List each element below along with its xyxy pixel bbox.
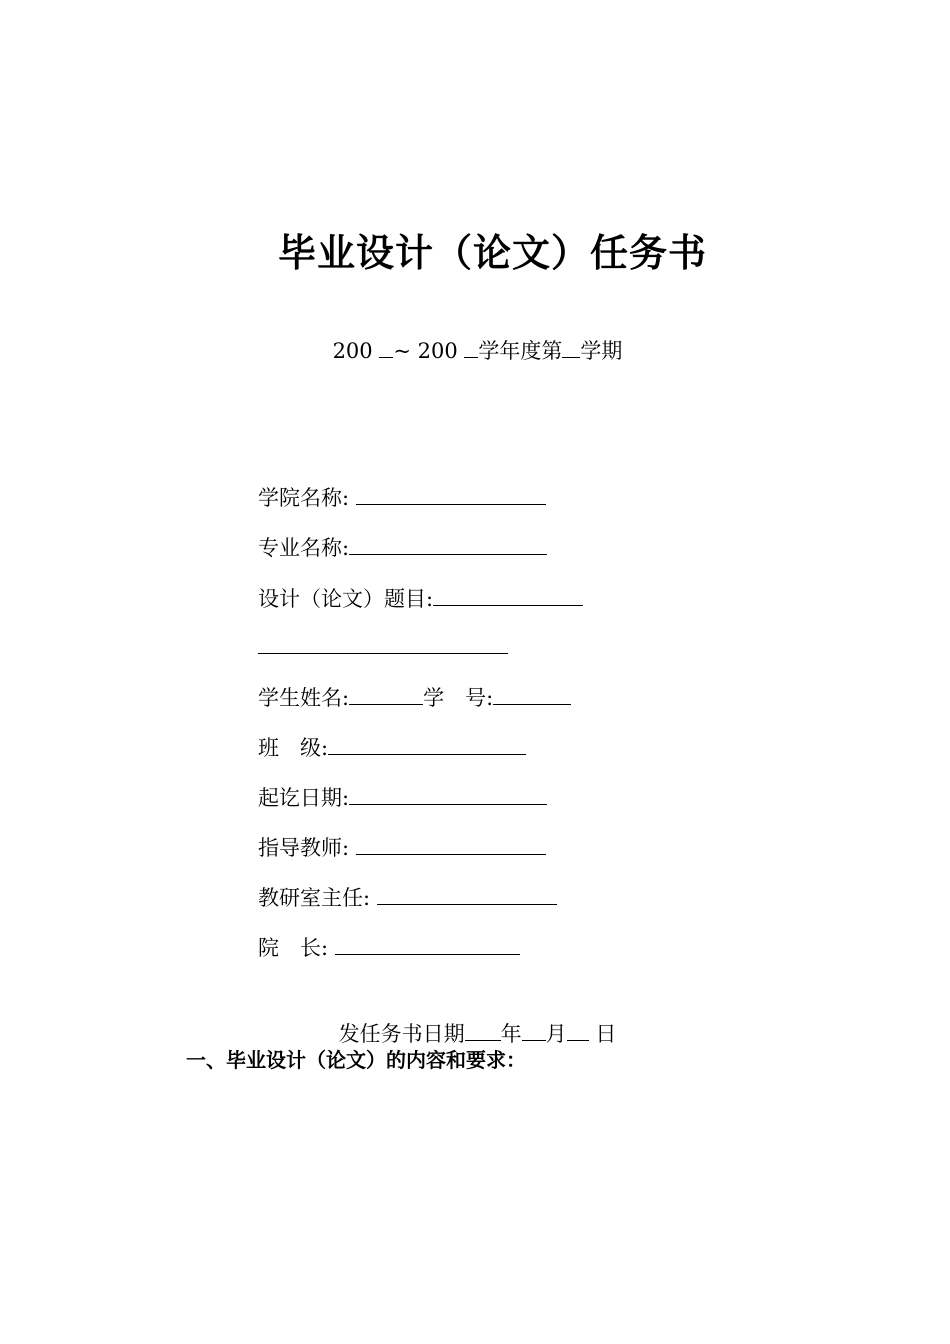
class-label: 班 级:	[258, 736, 329, 760]
topic-continuation-field	[258, 631, 508, 661]
term-tilde: ~	[393, 339, 411, 363]
student-id-blank[interactable]	[493, 682, 571, 705]
student-id-label: 学 号:	[423, 686, 494, 710]
term-semester-blank[interactable]	[562, 335, 580, 358]
college-field	[258, 482, 546, 512]
major-field	[258, 532, 547, 562]
dean-label: 院 长:	[258, 936, 329, 960]
dean-blank[interactable]	[335, 932, 520, 955]
office-director-blank[interactable]	[377, 882, 557, 905]
term-year-1-blank[interactable]	[379, 335, 393, 358]
advisor-field	[258, 832, 546, 862]
term-year-2: 200	[417, 339, 458, 363]
issue-month-blank[interactable]	[522, 1018, 546, 1041]
advisor-blank[interactable]	[356, 832, 546, 855]
issue-year-blank[interactable]	[465, 1018, 501, 1041]
topic-blank[interactable]	[433, 583, 583, 606]
dates-blank[interactable]	[349, 782, 547, 805]
topic-continuation-blank[interactable]	[258, 631, 508, 654]
college-label: 学院名称:	[258, 486, 350, 510]
term-year-2-blank[interactable]	[464, 335, 478, 358]
topic-field	[258, 583, 583, 613]
issue-day-blank[interactable]	[567, 1018, 589, 1041]
student-field	[258, 682, 571, 712]
document-title: 毕业设计（论文）任务书	[277, 231, 707, 275]
section-one-heading: 一、毕业设计（论文）的内容和要求：	[186, 1048, 526, 1072]
academic-term-line	[0, 335, 950, 365]
college-blank[interactable]	[356, 482, 546, 505]
issue-year-label: 年	[500, 1022, 522, 1046]
issue-month-label: 月	[545, 1022, 567, 1046]
class-blank[interactable]	[328, 732, 526, 755]
term-suffix-1: 学年度第	[478, 339, 563, 363]
issue-day-label: 日	[595, 1022, 617, 1046]
office-director-label: 教研室主任:	[258, 886, 371, 910]
class-field	[258, 732, 526, 762]
student-name-blank[interactable]	[349, 682, 423, 705]
issue-date-label: 发任务书日期	[338, 1022, 465, 1046]
major-label: 专业名称:	[258, 536, 350, 560]
term-year-1: 200	[332, 339, 373, 363]
dean-field	[258, 932, 520, 962]
dates-label: 起讫日期:	[258, 786, 350, 810]
office-director-field	[258, 882, 557, 912]
term-suffix-2: 学期	[580, 339, 623, 363]
major-blank[interactable]	[349, 532, 547, 555]
student-name-label: 学生姓名:	[258, 686, 350, 710]
advisor-label: 指导教师:	[258, 836, 350, 860]
dates-field	[258, 782, 547, 812]
topic-label: 设计（论文）题目:	[258, 587, 434, 611]
